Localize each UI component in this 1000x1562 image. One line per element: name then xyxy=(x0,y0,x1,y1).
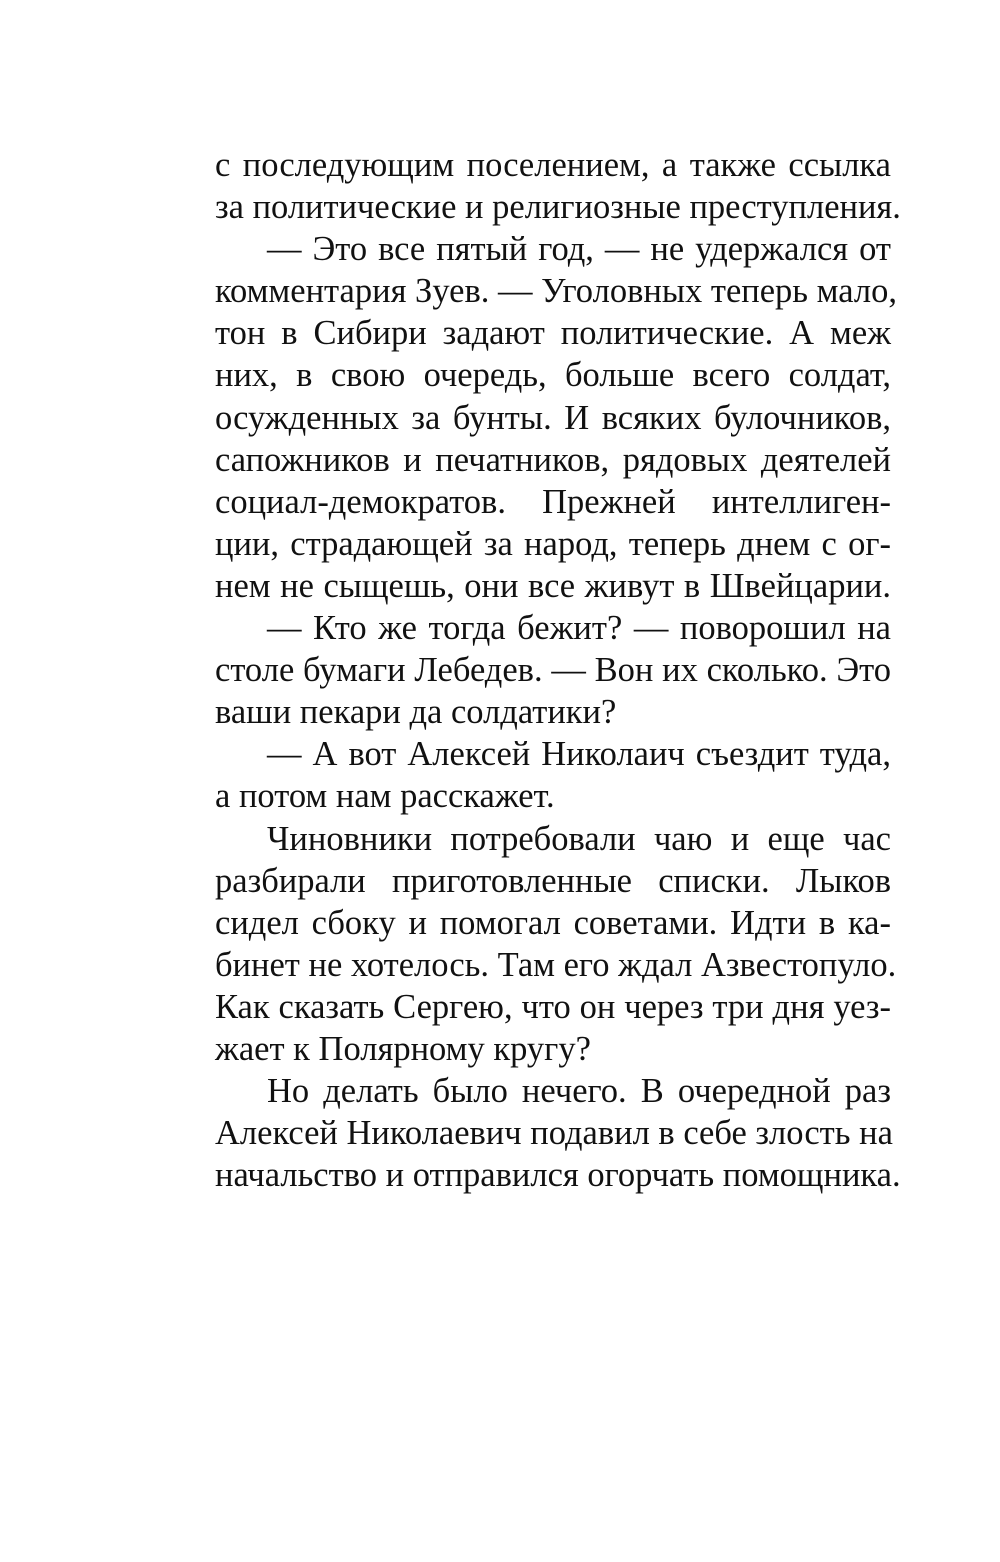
text-line: начальство и отправился огорчать помощника. xyxy=(215,1156,901,1195)
text-line: — А вот Алексей Николаич съездит туда, xyxy=(267,735,891,774)
text-line: ции, страдающей за народ, теперь днем с ог- xyxy=(215,524,891,563)
text-line: а потом нам расскажет. xyxy=(215,777,555,816)
text-line: сапожников и печатников, рядовых деятелей xyxy=(215,440,891,479)
text-line: — Это все пятый год, — не удержался от xyxy=(267,230,891,269)
text-line: комментария Зуев. — Уголовных теперь мало, xyxy=(215,272,897,311)
text-line: бинет не хотелось. Там его ждал Азвестопуло. xyxy=(215,945,897,984)
paragraph xyxy=(215,144,901,228)
text-line: разбирали приготовленные списки. Лыков xyxy=(215,861,891,900)
text-line: осужденных за бунты. И всяких булочников, xyxy=(215,398,891,437)
text-line: столе бумаги Лебедев. — Вон их сколько. Это xyxy=(215,651,891,690)
text-line: с последующим поселением, а также ссылка xyxy=(215,146,891,184)
text-line: за политические и религиозные преступления. xyxy=(215,188,901,227)
text-line: Как сказать Сергею, что он через три дня уез- xyxy=(215,987,891,1026)
text-line: нем не сыщешь, они все живут в Швейцарии. xyxy=(215,566,891,605)
text-line: социал-демократов. Прежней интеллиген- xyxy=(215,482,891,521)
text-line: Чиновники потребовали чаю и еще час xyxy=(267,819,891,858)
text-line: них, в свою очередь, больше всего солдат, xyxy=(215,356,891,395)
paragraph xyxy=(215,733,891,817)
paragraph xyxy=(215,228,897,607)
text-line: жает к Полярному кругу? xyxy=(215,1029,591,1068)
body-text xyxy=(215,144,901,1196)
text-line: ваши пекари да солдатики? xyxy=(215,693,617,732)
text-line: Алексей Николаевич подавил в себе злость на xyxy=(215,1114,893,1153)
paragraph xyxy=(215,1070,901,1196)
text-line: Но делать было нечего. В очередной раз xyxy=(267,1072,891,1111)
text-line: тон в Сибири задают политические. А меж xyxy=(215,314,891,353)
text-line: сидел сбоку и помогал советами. Идти в ка- xyxy=(215,903,891,942)
paragraph xyxy=(215,607,891,733)
text-line: — Кто же тогда бежит? — поворошил на xyxy=(267,609,891,648)
paragraph xyxy=(215,818,897,1071)
